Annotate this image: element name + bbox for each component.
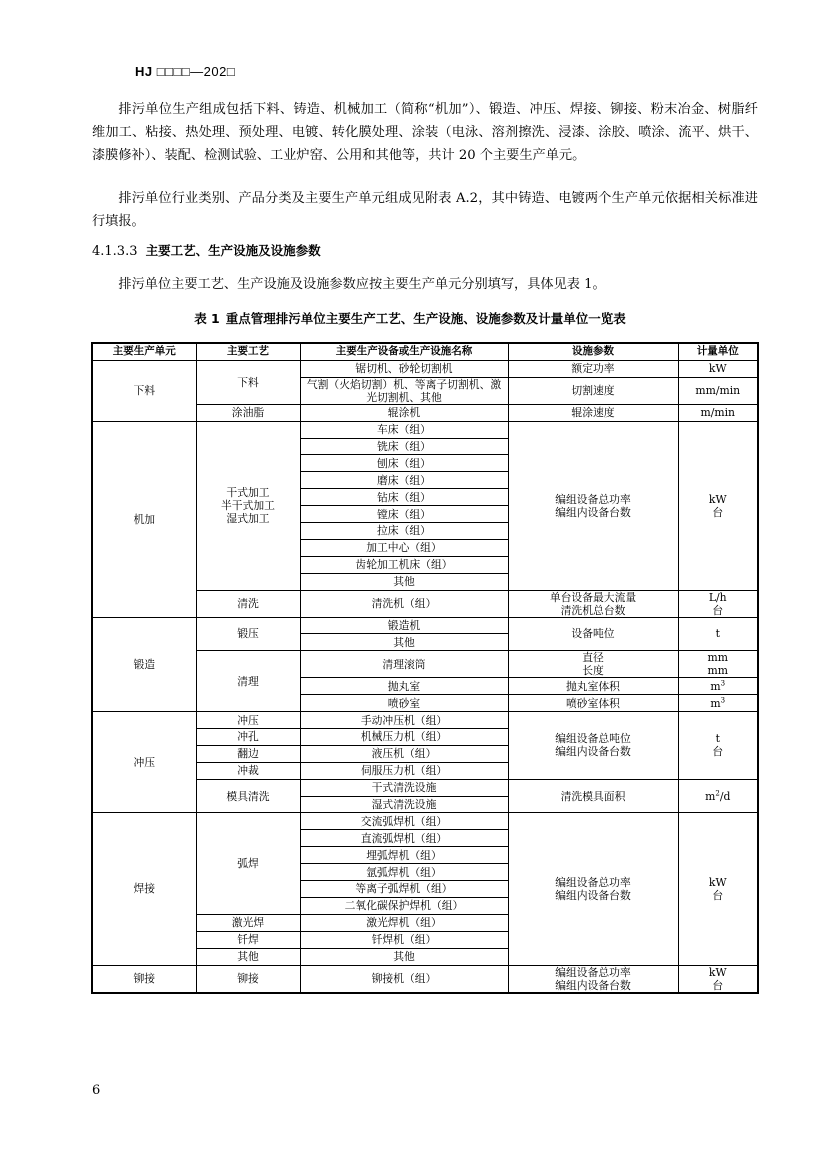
unit-value-cell: kW (678, 360, 758, 377)
table-row (92, 617, 758, 634)
param-line: 编组设备总吨位 (555, 732, 631, 746)
equipment-cell: 手动冲压机（组） (300, 712, 508, 729)
process-cell: 涂油脂 (196, 404, 300, 421)
equipment-cell: 锻造机 (300, 617, 508, 634)
unit-value-cell (678, 712, 758, 780)
param-line: 编组设备总功率 (555, 875, 631, 889)
equipment-cell: 抛丸室 (300, 678, 508, 695)
equipment-cell: 干式清洗设施 (300, 779, 508, 796)
param-cell: 喷砂室体积 (508, 695, 678, 712)
unit-line: kW (708, 875, 727, 889)
equipment-cell: 二氧化碳保护焊机（组） (300, 897, 508, 914)
param-line: 编组内设备台数 (555, 505, 631, 519)
standard-prefix: HJ (135, 64, 153, 79)
unit-cell: 锻造 (92, 617, 196, 712)
section-heading (92, 241, 321, 259)
equipment-cell: 磨床（组） (300, 472, 508, 489)
equipment-cell: 铆接机（组） (300, 965, 508, 993)
unit-line: 台 (712, 745, 724, 759)
table-row (92, 712, 758, 729)
param-line: 编组设备总功率 (555, 492, 631, 506)
unit-line: 台 (712, 978, 724, 992)
equipment-cell: 气割（火焰切割）机、等离子切割机、激光切割机、其他 (300, 377, 508, 404)
unit-value-cell (678, 678, 758, 695)
param-line: 编组内设备台数 (555, 888, 631, 902)
header-cell: 主要工艺 (196, 343, 300, 360)
equipment-cell: 车床（组） (300, 421, 508, 438)
equipment-cell: 拉床（组） (300, 523, 508, 540)
process-cell: 下料 (196, 360, 300, 404)
equipment-cell: 埋弧焊机（组） (300, 847, 508, 864)
unit-base: m (705, 789, 716, 803)
process-line: 湿式加工 (226, 512, 270, 526)
unit-line: kW (708, 965, 727, 979)
paragraph-table-reference: 排污单位主要工艺、生产设施及设施参数应按主要生产单元分别填写，具体见表 1。 (118, 277, 606, 292)
process-facility-table (91, 342, 759, 994)
process-cell: 冲压 (196, 712, 300, 729)
param-cell (508, 421, 678, 590)
equipment-cell: 其他 (300, 573, 508, 590)
equipment-cell: 刨床（组） (300, 455, 508, 472)
unit-line: mm (707, 651, 728, 665)
page-header (135, 64, 235, 79)
param-line: 长度 (582, 664, 604, 678)
unit-cell: 冲压 (92, 712, 196, 813)
page-number: 6 (92, 1083, 101, 1098)
equipment-cell: 交流弧焊机（组） (300, 813, 508, 830)
unit-value-cell (678, 421, 758, 590)
unit-cell: 焊接 (92, 813, 196, 965)
unit-line: kW (708, 492, 727, 506)
header-cell: 主要生产单元 (92, 343, 196, 360)
equipment-cell: 其他 (300, 948, 508, 965)
table-header-row (92, 343, 758, 360)
unit-value-cell: t (678, 617, 758, 651)
param-line: 直径 (582, 651, 604, 665)
unit-value-cell (678, 590, 758, 617)
paragraph-industry-category: 排污单位行业类别、产品分类及主要生产单元组成见附表 A.2，其中铸造、电镀两个生产单元依据相关标准进行填报。 (92, 191, 758, 229)
equipment-cell: 伺服压力机（组） (300, 762, 508, 779)
process-line: 干式加工 (226, 486, 270, 500)
unit-exponent: 3 (720, 696, 726, 705)
param-cell: 清洗模具面积 (508, 779, 678, 813)
unit-base: m (710, 679, 721, 693)
unit-line: mm (707, 664, 728, 678)
param-cell: 辊涂速度 (508, 404, 678, 421)
param-cell (508, 651, 678, 678)
equipment-cell: 氩弧焊机（组） (300, 864, 508, 881)
section-title: 主要工艺、生产设施及设施参数 (145, 243, 321, 258)
unit-cell: 下料 (92, 360, 196, 421)
process-cell: 冲孔 (196, 729, 300, 746)
table-caption (0, 309, 826, 327)
process-cell: 弧焊 (196, 813, 300, 914)
param-cell (508, 965, 678, 993)
unit-cell: 铆接 (92, 965, 196, 993)
equipment-cell: 齿轮加工机床（组） (300, 556, 508, 573)
header-cell: 主要生产设备或生产设施名称 (300, 343, 508, 360)
param-line: 单台设备最大流量 (549, 590, 637, 604)
process-cell: 铆接 (196, 965, 300, 993)
unit-line: 台 (712, 603, 724, 617)
equipment-cell: 液压机（组） (300, 745, 508, 762)
equipment-cell: 湿式清洗设施 (300, 796, 508, 813)
param-line: 编组设备总功率 (555, 965, 631, 979)
equipment-cell: 铣床（组） (300, 438, 508, 455)
process-cell: 清洗 (196, 590, 300, 617)
equipment-cell: 直流弧焊机（组） (300, 830, 508, 847)
process-line: 半干式加工 (221, 499, 275, 513)
equipment-cell: 钎焊机（组） (300, 931, 508, 948)
standard-code: □□□□—202□ (156, 64, 236, 79)
unit-cell: 机加 (92, 421, 196, 617)
unit-value-cell (678, 651, 758, 678)
param-line: 编组内设备台数 (555, 978, 631, 992)
process-cell: 其他 (196, 948, 300, 965)
param-cell (508, 590, 678, 617)
unit-value-cell (678, 813, 758, 965)
table-row (92, 421, 758, 438)
table-row (92, 360, 758, 377)
process-cell: 激光焊 (196, 914, 300, 931)
section-number: 4.1.3.3 (92, 244, 138, 259)
equipment-cell: 喷砂室 (300, 695, 508, 712)
unit-value-cell: m/min (678, 404, 758, 421)
equipment-cell: 辊涂机 (300, 404, 508, 421)
param-cell (508, 712, 678, 780)
process-cell: 钎焊 (196, 931, 300, 948)
unit-line: 台 (712, 505, 724, 519)
process-cell: 模具清洗 (196, 779, 300, 813)
unit-line: 台 (712, 888, 724, 902)
param-line: 编组内设备台数 (555, 745, 631, 759)
param-cell: 额定功率 (508, 360, 678, 377)
process-cell (196, 421, 300, 590)
table-caption-number: 表 1 (194, 311, 220, 326)
param-cell: 抛丸室体积 (508, 678, 678, 695)
equipment-cell: 等离子弧焊机（组） (300, 881, 508, 898)
equipment-cell: 锯切机、砂轮切割机 (300, 360, 508, 377)
table-caption-title: 重点管理排污单位主要生产工艺、生产设施、设施参数及计量单位一览表 (225, 311, 626, 326)
equipment-cell: 清洗机（组） (300, 590, 508, 617)
unit-base: m (710, 696, 721, 710)
process-cell: 翻边 (196, 745, 300, 762)
unit-line: L/h (708, 590, 727, 604)
unit-value-cell (678, 965, 758, 993)
equipment-cell: 加工中心（组） (300, 539, 508, 556)
unit-value-cell (678, 779, 758, 813)
process-cell: 冲裁 (196, 762, 300, 779)
table-row (92, 813, 758, 830)
process-cell: 锻压 (196, 617, 300, 651)
equipment-cell: 清理滚筒 (300, 651, 508, 678)
process-cell: 清理 (196, 651, 300, 712)
equipment-cell: 其他 (300, 634, 508, 651)
param-cell (508, 813, 678, 965)
unit-value-cell: mm/min (678, 377, 758, 404)
unit-exponent: 2 (715, 789, 720, 797)
header-cell: 设施参数 (508, 343, 678, 360)
unit-exponent: 3 (720, 679, 726, 688)
unit-value-cell (678, 695, 758, 712)
paragraph-production-units: 排污单位生产组成包括下料、铸造、机械加工（简称“机加”）、锻造、冲压、焊接、铆接、粉末冶金、树脂纤维加工、粘接、热处理、预处理、电镀、转化膜处理、涂装（电泳、溶剂擦洗、浸漆、涂胶、喷涂、流平、烘干、漆膜修补）、装配、检测试验、工业炉窑、公用和其他等，共计 20 个主要生产单元。 (92, 102, 758, 163)
equipment-cell: 镗床（组） (300, 506, 508, 523)
param-cell: 设备吨位 (508, 617, 678, 651)
unit-suffix: /d (719, 789, 731, 803)
header-cell: 计量单位 (678, 343, 758, 360)
equipment-cell: 激光焊机（组） (300, 914, 508, 931)
unit-line: t (715, 732, 720, 746)
param-line: 清洗机总台数 (560, 603, 626, 617)
param-cell: 切割速度 (508, 377, 678, 404)
equipment-cell: 机械压力机（组） (300, 729, 508, 746)
equipment-cell: 钻床（组） (300, 489, 508, 506)
